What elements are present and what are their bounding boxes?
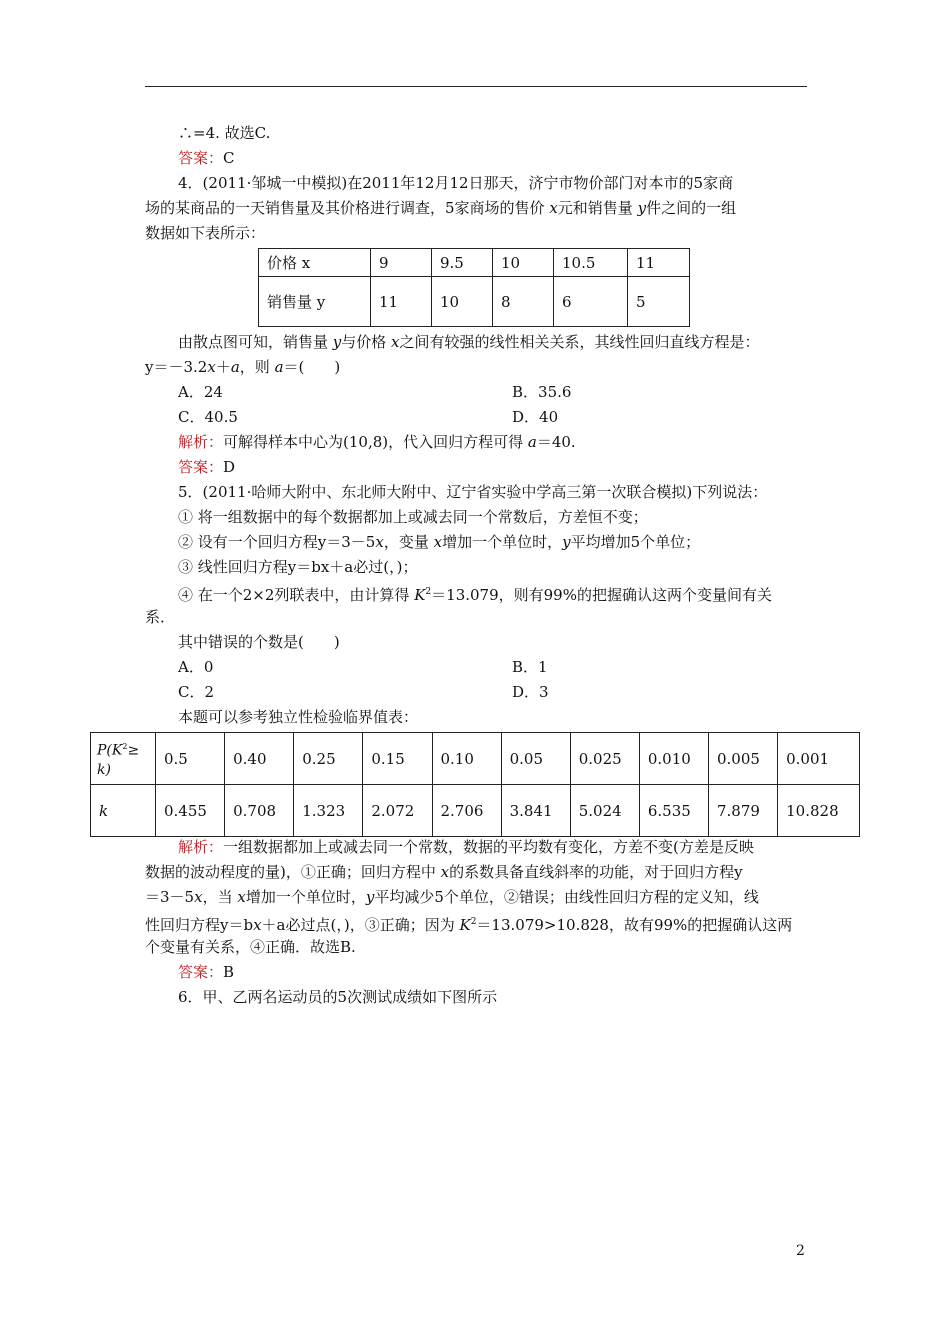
table-cell-k: k [91,785,156,837]
table-cell: 9.5 [432,249,493,277]
q5-line1: 5．(2011·哈师大附中、东北师大附中、辽宁省实验中学高三第一次联合模拟)下列说法： [178,483,768,501]
q5-option-c: C．2 [178,683,215,701]
table-cell: 0.25 [294,733,363,785]
q4-option-d: D．40 [512,408,559,426]
table-cell: 5 [628,277,690,327]
q4-option-b: B．35.6 [512,383,572,401]
table-cell: 6 [554,277,628,327]
q5-solution-line4: 性回归方程y＝bx＋a必过点(，)，③正确；因为 $K^2=13.079>10.828$，故有99%的把握确认这两 [145,916,793,934]
table-row [259,249,690,277]
table-cell: 0.708 [225,785,294,837]
table-cell: 0.15 [363,733,432,785]
q5-statement-4: ④ 在一个2×2列联表中，由计算得 $K^2=13.079$，则有99%的把握确认这两个变量间有关 [178,586,772,604]
table-cell: 1.323 [294,785,363,837]
q6-line1: 6．甲、乙两名运动员的5次测试成绩如下图所示 [178,988,498,1006]
table-cell: 11 [628,249,690,277]
q5-solution-line1: 解析：一组数据都加上或减去同一个常数，数据的平均数有变化，方差不变(方差是反映 [178,838,754,856]
q5-option-d: D．3 [512,683,549,701]
table-row [259,277,690,327]
q4-option-a: A．24 [178,383,223,401]
table-cell: 6.535 [639,785,708,837]
q4-line1: 4．(2011·邹城一中模拟)在2011年12月12日那天，济宁市物价部门对本市的5家商 [178,174,734,192]
header-rule [145,86,807,87]
table-cell: 7.879 [709,785,778,837]
table-row [91,733,860,785]
table-cell: 价格 x [259,249,371,277]
table-cell: 0.5 [156,733,225,785]
q5-statement-3: ③ 线性回归方程y＝bx＋a必过(，)； [178,558,418,576]
q5-option-b: B．1 [512,658,548,676]
q5-solution-line2: 数据的波动程度的量)，①正确；回归方程中 x的系数具备直线斜率的功能，对于回归方程y [145,863,743,881]
table-cell: 8 [493,277,554,327]
table-cell: 0.010 [639,733,708,785]
table-cell: 3.841 [501,785,570,837]
table-cell: 0.05 [501,733,570,785]
q4-line4: 由散点图可知，销售量 y与价格 x之间有较强的线性相关关系，其线性回归直线方程是： [178,333,760,351]
table-cell: 0.455 [156,785,225,837]
answer-q3: 答案：C [178,149,235,167]
line-therefore: ∴=4. 故选C. [178,124,271,142]
q5-statement-4-cont: 系． [145,608,176,626]
q5-solution-line5: 个变量有关系，④正确．故选B. [145,938,356,956]
table-cell: 0.025 [570,733,639,785]
table-cell: 0.001 [778,733,860,785]
q4-solution: 解析：可解得样本中心为(10,8)，代入回归方程可得 a＝40. [178,433,576,451]
table-cell: 0.10 [432,733,501,785]
q5-reference: 本题可以参考独立性检验临界值表： [178,708,419,726]
answer-q5: 答案：B [178,963,235,981]
table-cell: 0.005 [709,733,778,785]
critical-value-table [90,732,860,837]
page-number: 2 [796,1243,805,1259]
table-cell: 10.828 [778,785,860,837]
table-cell: 5.024 [570,785,639,837]
q4-line2: 场的某商品的一天销售量及其价格进行调查，5家商场的售价 x元和销售量 y件之间的一组 [145,199,737,217]
table-cell: 0.40 [225,733,294,785]
table-cell: 2.072 [363,785,432,837]
table-cell: 10.5 [554,249,628,277]
q4-line5: y＝－3.2x＋a，则 a＝( ) [145,358,341,376]
q5-question: 其中错误的个数是( ) [178,633,340,651]
table-cell: 10 [432,277,493,327]
table-row [91,785,860,837]
table-cell: 2.706 [432,785,501,837]
answer-q4: 答案：D [178,458,236,476]
price-sales-table [258,248,690,327]
q5-statement-2: ② 设有一个回归方程y＝3－5x，变量 x增加一个单位时，y平均增加5个单位； [178,533,701,551]
q5-solution-line3: ＝3－5x，当 x增加一个单位时，y平均减少5个单位，②错误；由线性回归方程的定义知，线 [145,888,759,906]
table-cell: 11 [371,277,432,327]
q5-option-a: A．0 [178,658,214,676]
q4-line3: 数据如下表所示： [145,224,266,242]
table-cell: 销售量 y [259,277,371,327]
table-cell: 9 [371,249,432,277]
header-cell-p: $P(K^2\ge$ k) [91,733,156,785]
q4-option-c: C．40.5 [178,408,238,426]
q5-statement-1: ① 将一组数据中的每个数据都加上或减去同一个常数后，方差恒不变； [178,508,648,526]
table-cell: 10 [493,249,554,277]
